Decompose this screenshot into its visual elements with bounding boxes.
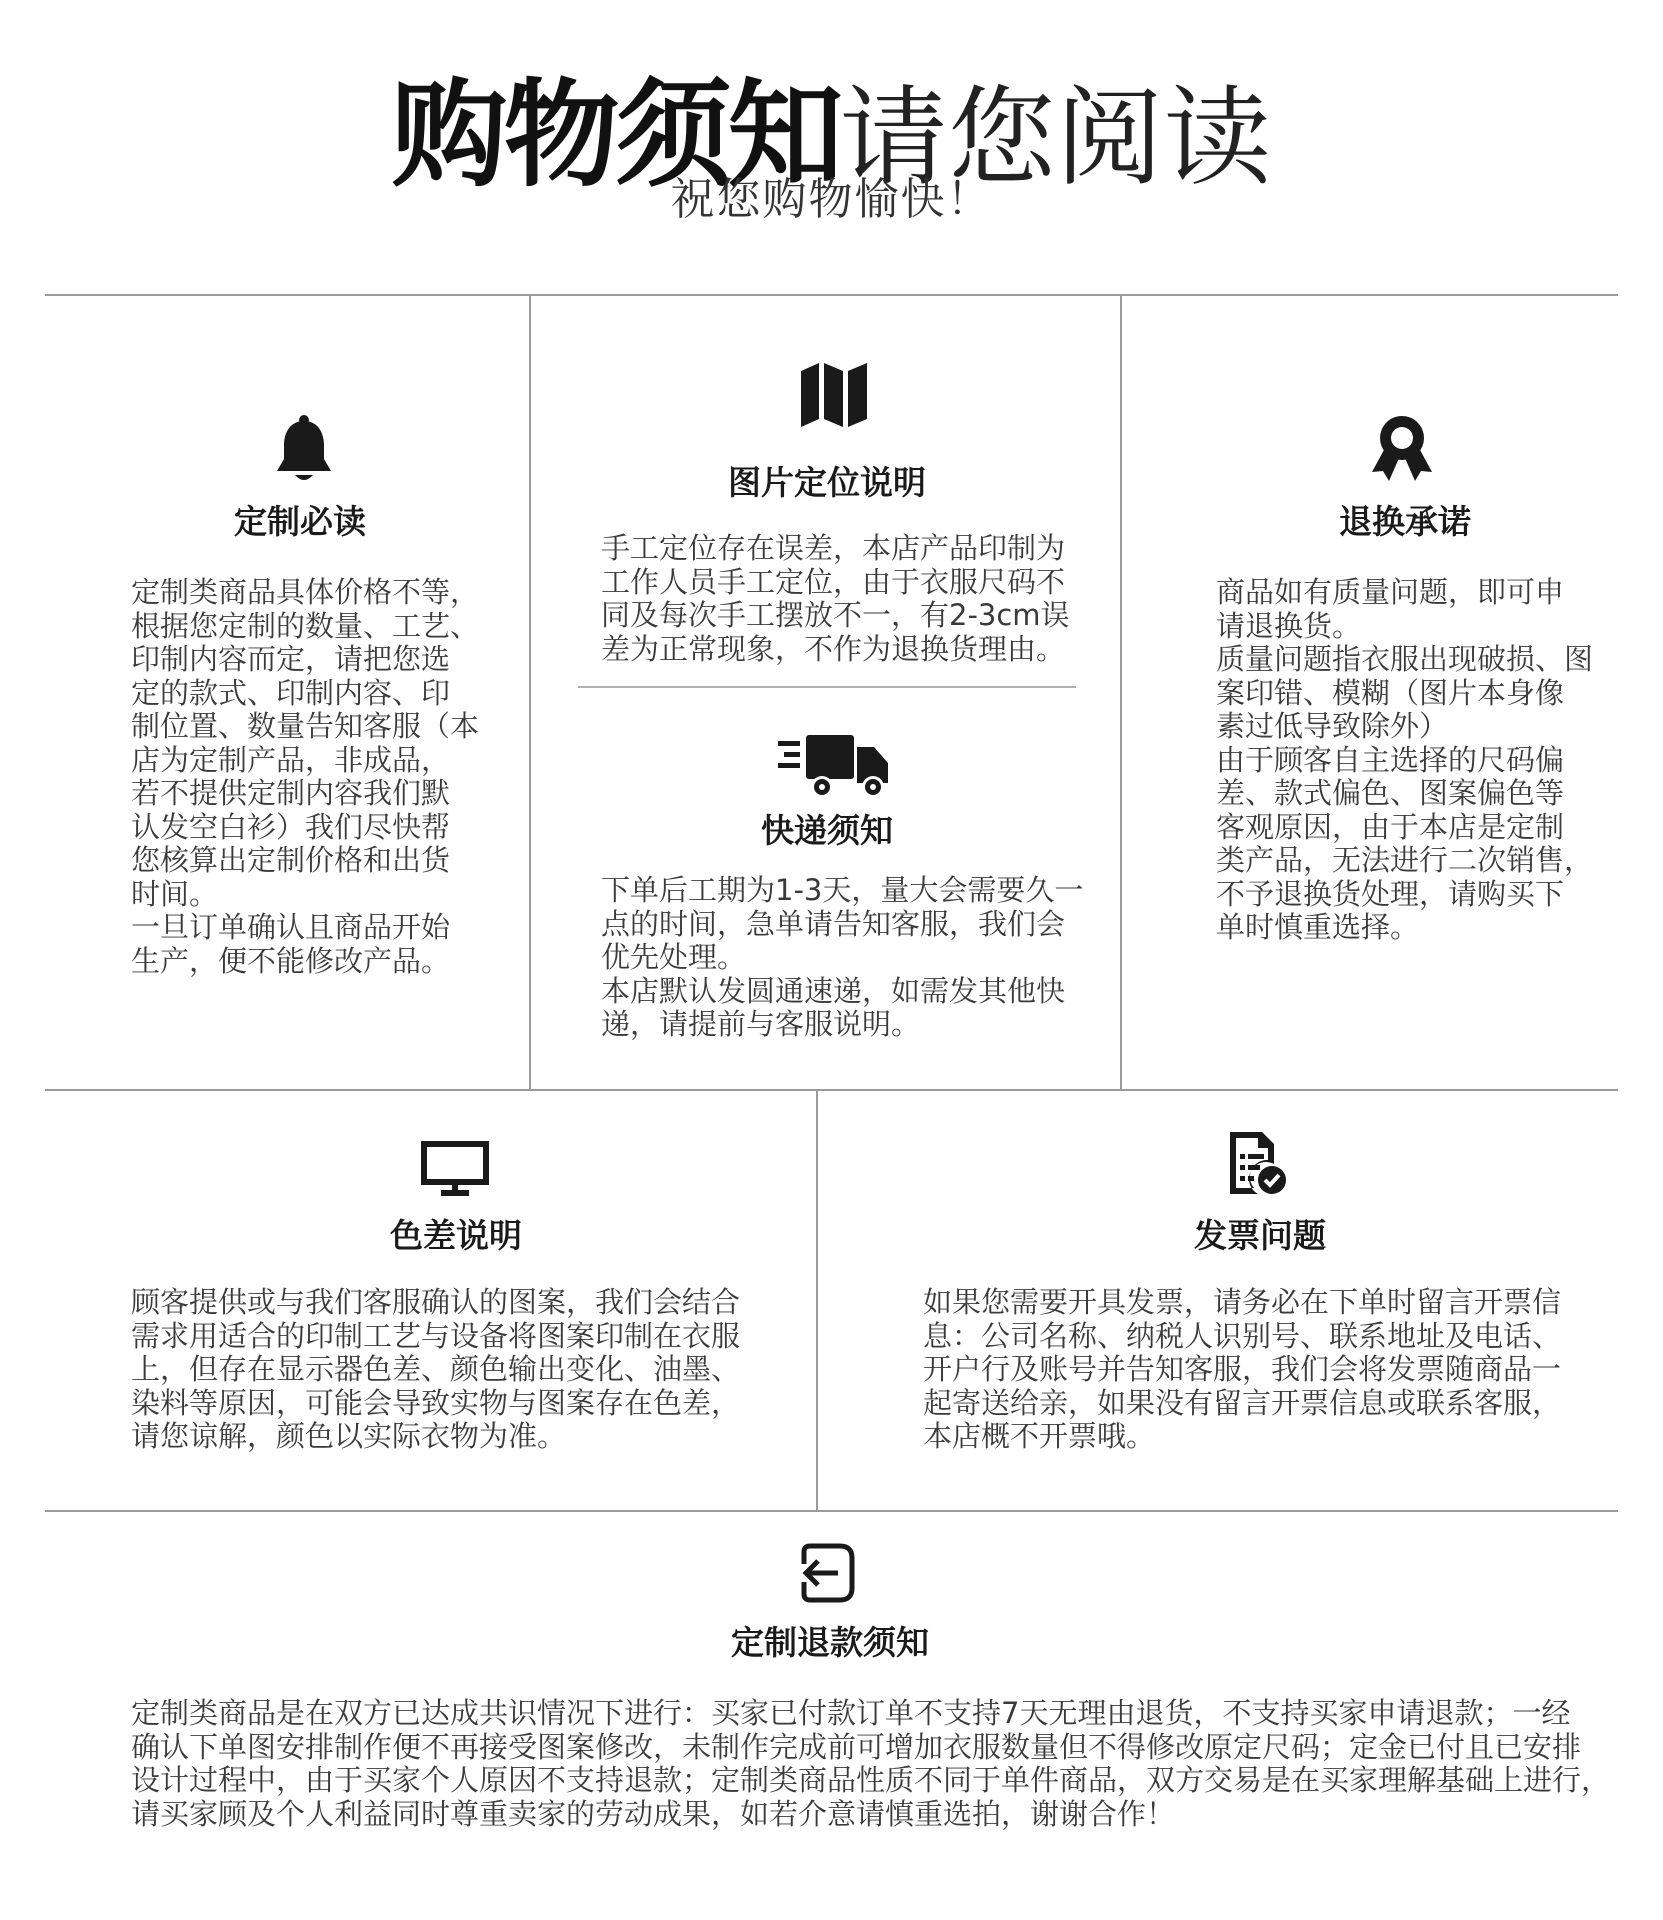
invoice-check-icon bbox=[1230, 1132, 1288, 1196]
section-body-refund bbox=[131, 1697, 1641, 1831]
body-line: 需求用适合的印制工艺与设备将图案印制在衣服 bbox=[131, 1318, 741, 1353]
body-line: 本店默认发圆通速递，如需发其他快 bbox=[601, 973, 1066, 1008]
body-line: 顾客提供或与我们客服确认的图案，我们会结合 bbox=[131, 1285, 741, 1319]
body-line: 本店概不开票哦。 bbox=[923, 1419, 1156, 1453]
divider-col-1 bbox=[529, 294, 531, 1090]
section-title-image-position: 图片定位说明 bbox=[728, 463, 926, 502]
body-line: 递，请提前与客服说明。 bbox=[601, 1007, 921, 1041]
body-line: 制位置、数量告知客服（本 bbox=[131, 709, 480, 743]
body-line: 印制内容而定，请把您选 bbox=[131, 642, 451, 676]
body-line: 息：公司名称、纳税人识别号、联系地址及电话、 bbox=[923, 1318, 1562, 1353]
section-title-shipping: 快递须知 bbox=[761, 811, 893, 850]
truck-icon bbox=[778, 735, 890, 799]
body-line: 差为正常现象，不作为退换货理由。 bbox=[601, 631, 1066, 666]
body-line: 认发空白衫）我们尽快帮 bbox=[131, 809, 451, 844]
body-line: 生产，便不能修改产品。 bbox=[131, 943, 451, 978]
section-title-color: 色差说明 bbox=[390, 1216, 522, 1255]
return-arrow-icon bbox=[794, 1542, 856, 1604]
body-line: 差、款式偏色、图案偏色等 bbox=[1216, 776, 1565, 810]
body-line: 店为定制产品，非成品， bbox=[131, 742, 451, 777]
body-line: 染料等原因，可能会导致实物与图案存在色差， bbox=[131, 1385, 741, 1420]
bell-icon bbox=[272, 413, 336, 485]
body-line: 案印错、模糊（图片本身像 bbox=[1216, 675, 1565, 710]
body-line: 如果您需要开具发票，请务必在下单时留言开票信 bbox=[923, 1285, 1562, 1319]
body-line: 优先处理。 bbox=[601, 940, 747, 974]
body-line: 不予退换货处理，请购买下 bbox=[1216, 876, 1565, 911]
divider-col-2 bbox=[1120, 294, 1122, 1090]
monitor-icon bbox=[421, 1141, 489, 1197]
body-line: 素过低导致除外） bbox=[1216, 709, 1449, 743]
section-body-color bbox=[131, 1286, 811, 1454]
body-line: 手工定位存在误差，本店产品印制为 bbox=[601, 531, 1066, 565]
section-body-returns bbox=[1216, 576, 1626, 945]
body-line: 您核算出定制价格和出货 bbox=[131, 843, 451, 877]
page-title-light: 请您阅读 bbox=[839, 76, 1272, 201]
divider-row-2 bbox=[45, 1089, 1618, 1091]
page-subtitle: 祝您购物愉快！ bbox=[670, 174, 993, 225]
body-line: 下单后工期为1-3天，量大会需要久一 bbox=[601, 873, 1084, 907]
divider-row-3 bbox=[45, 1510, 1618, 1512]
section-body-custom bbox=[131, 576, 521, 978]
body-line: 设计过程中，由于买家个人原因不支持退款；定制类商品性质不同于单件商品，双方交易是在买家理解基础上进行， bbox=[131, 1763, 1611, 1797]
divider-middle-inner bbox=[578, 686, 1076, 688]
page-title-bold: 购物须知 bbox=[391, 68, 840, 203]
body-line: 客观原因，由于本店是定制 bbox=[1216, 809, 1565, 844]
body-line: 质量问题指衣服出现破损、图 bbox=[1216, 642, 1594, 676]
body-line: 由于顾客自主选择的尺码偏 bbox=[1216, 742, 1565, 777]
body-line: 时间。 bbox=[131, 876, 219, 911]
body-line: 若不提供定制内容我们默 bbox=[131, 776, 451, 810]
section-body-invoice bbox=[923, 1286, 1623, 1454]
body-line: 定的款式、印制内容、印 bbox=[131, 675, 451, 710]
body-line: 类产品，无法进行二次销售， bbox=[1216, 843, 1594, 877]
section-body-shipping bbox=[601, 874, 1101, 1042]
body-line: 根据您定制的数量、工艺、 bbox=[131, 608, 480, 643]
body-line: 工作人员手工定位，由于衣服尺码不 bbox=[601, 564, 1066, 599]
body-line: 商品如有质量问题，即可申 bbox=[1216, 575, 1565, 609]
section-title-custom: 定制必读 bbox=[234, 502, 366, 541]
body-line: 定制类商品是在双方已达成共识情况下进行：买家已付款订单不支持7天无理由退货，不支持买家申请退款；一经 bbox=[131, 1696, 1571, 1730]
body-line: 点的时间，急单请告知客服，我们会 bbox=[601, 906, 1066, 941]
body-line: 定制类商品具体价格不等， bbox=[131, 575, 480, 609]
body-line: 请您谅解，颜色以实际衣物为准。 bbox=[131, 1419, 567, 1453]
body-line: 同及每次手工摆放不一，有2-3cm误 bbox=[601, 598, 1070, 632]
section-title-returns: 退换承诺 bbox=[1339, 502, 1471, 541]
body-line: 单时慎重选择。 bbox=[1216, 910, 1420, 944]
section-title-refund: 定制退款须知 bbox=[731, 1623, 929, 1662]
section-body-image-position bbox=[601, 532, 1091, 666]
map-icon bbox=[801, 363, 867, 427]
body-line: 一旦订单确认且商品开始 bbox=[131, 910, 451, 944]
award-ribbon-icon bbox=[1369, 414, 1435, 482]
body-line: 请买家顾及个人利益同时尊重卖家的劳动成果，如若介意请慎重选拍，谢谢合作！ bbox=[131, 1796, 1176, 1831]
body-line: 确认下单图安排制作便不再接受图案修改，未制作完成前可增加衣服数量但不得修改原定尺码；定金已付且已安排 bbox=[131, 1729, 1582, 1764]
body-line: 请退换货。 bbox=[1216, 608, 1362, 643]
body-line: 上，但存在显示器色差、颜色输出变化、油墨、 bbox=[131, 1352, 741, 1386]
body-line: 开户行及账号并告知客服，我们会将发票随商品一 bbox=[923, 1352, 1562, 1386]
section-title-invoice: 发票问题 bbox=[1194, 1216, 1326, 1255]
divider-col-3 bbox=[816, 1089, 818, 1511]
body-line: 起寄送给亲，如果没有留言开票信息或联系客服， bbox=[923, 1385, 1562, 1420]
divider-top bbox=[45, 294, 1618, 296]
